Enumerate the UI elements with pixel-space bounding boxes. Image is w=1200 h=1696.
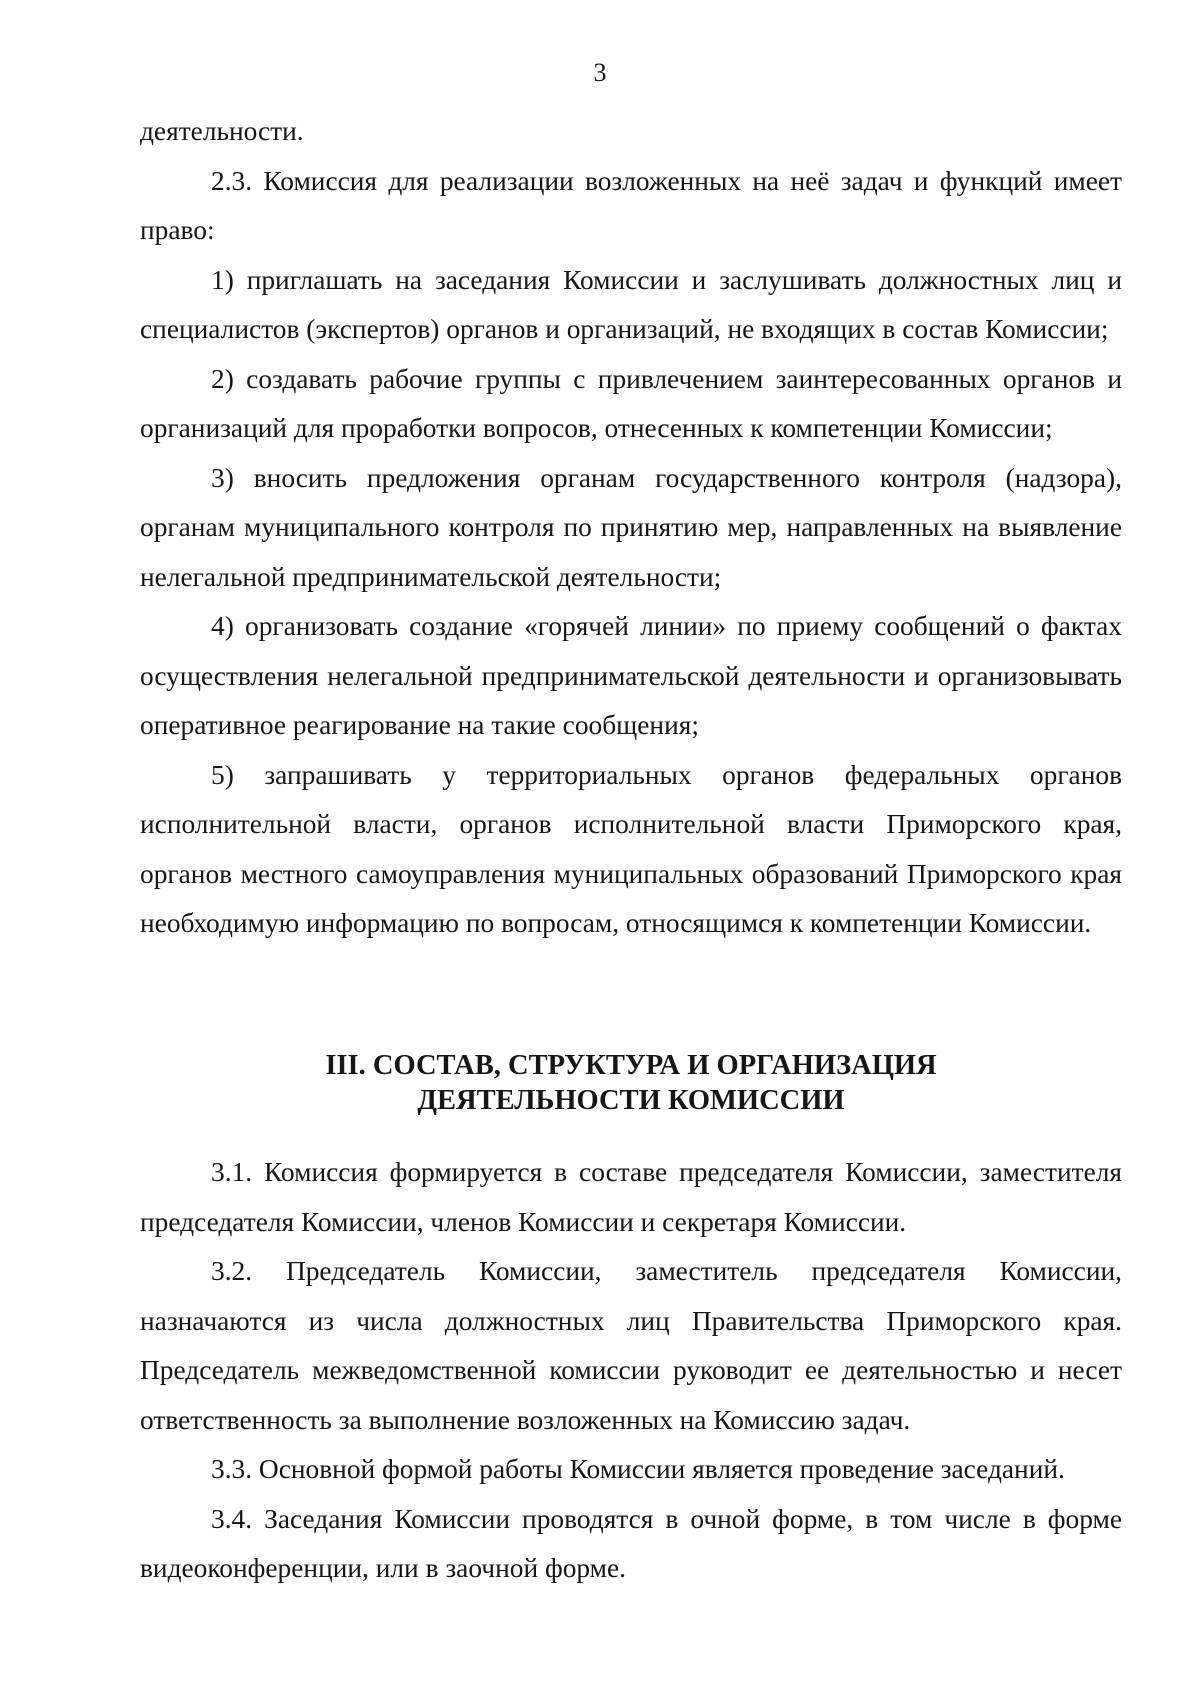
section-heading [140,1048,1122,1118]
paragraph-2-3: 2.3. Комиссия для реализации возложенных на неё задач и функций имеет право: [140,165,1122,245]
paragraph-3-1: 3.1. Комиссия формируется в составе председателя Комиссии, заместителя председателя Комиссии, членов Комиссии и секретаря Комиссии. [140,1157,1122,1237]
document-body-top [140,107,1122,949]
paragraph-3-4: 3.4. Заседания Комиссии проводятся в очной форме, в том числе в форме видеоконференции, или в заочной форме. [140,1503,1122,1583]
list-item-2: 2) создавать рабочие группы с привлечением заинтересованных органов и организаций для проработки вопросов, отнесенных к компетенции Комиссии; [140,363,1122,443]
list-item-5: 5) запрашивать у территориальных органов федеральных органов исполнительной власти, органов исполнительной власти Приморского края, органов местного самоуправления муниципальных образований Приморского края необходимую информацию по вопросам, относящимся к компетенции Комиссии. [140,759,1122,938]
continuation-text: деятельности. [140,116,304,146]
document-body-bottom [140,1148,1122,1594]
paragraph-3-3: 3.3. Основной формой работы Комиссии является проведение заседаний. [211,1454,1065,1484]
page-number: 3 [593,58,607,87]
section-heading-line-1: III. СОСТАВ, СТРУКТУРА И ОРГАНИЗАЦИЯ [325,1050,937,1081]
list-item-4: 4) организовать создание «горячей линии» по приему сообщений о фактах осуществления нелегальной предпринимательской деятельности и организовывать оперативное реагирование на такие сообщения; [140,611,1122,740]
list-item-1: 1) приглашать на заседания Комиссии и заслушивать должностных лиц и специалистов (экспертов) органов и организаций, не входящих в состав Комиссии; [140,264,1122,344]
section-heading-line-2: ДЕЯТЕЛЬНОСТИ КОМИССИИ [417,1085,845,1116]
paragraph-3-2: 3.2. Председатель Комиссии, заместитель председателя Комиссии, назначаются из числа должностных лиц Правительства Приморского края. Председатель межведомственной комиссии руководит ее деятельностью и несет ответственность за выполнение возложенных на Комиссию задач. [140,1256,1122,1435]
list-item-3: 3) вносить предложения органам государственного контроля (надзора), органам муниципального контроля по принятию мер, направленных на выявление нелегальной предпринимательской деятельности; [140,462,1122,592]
